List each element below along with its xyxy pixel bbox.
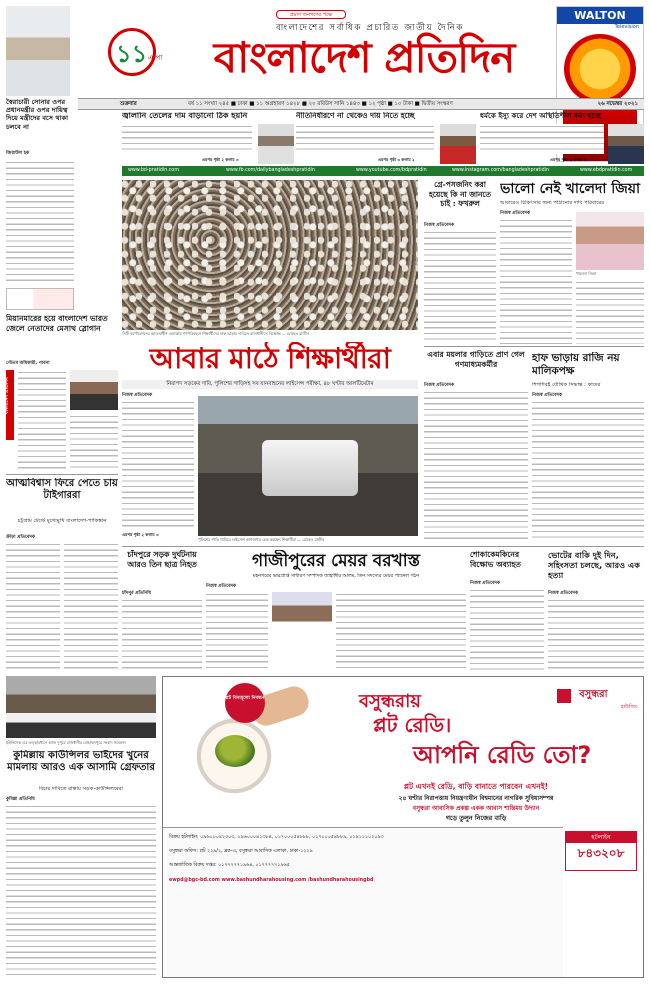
banner-story-2-jump[interactable]: এরপর পৃষ্ঠা ৩ কলাম ২ bbox=[378, 157, 415, 162]
ad-line3: আপনি রেডি তো? bbox=[413, 741, 592, 769]
mayor-byline: নিজস্ব প্রতিবেদক bbox=[206, 584, 237, 589]
ad-hotline-label: হটলাইন bbox=[566, 832, 636, 843]
main-jump[interactable]: এরপর পৃষ্ঠা ২ কলাম ৩ bbox=[122, 532, 159, 537]
ad-contact-box bbox=[163, 827, 563, 977]
kumilla-sub: বিচার দাবিতে রাস্তায় সড়ক-কাউন্সিলরেরা bbox=[38, 786, 124, 792]
banner-story-1-jump[interactable]: এরপর পৃষ্ঠা ২ কলাম ৩ bbox=[202, 157, 239, 162]
social-web[interactable]: www.bd-pratidin.com bbox=[128, 168, 180, 173]
worker-headline[interactable]: এবার ময়লার গাড়িতে প্রাণ গেল গণমাধ্যমকর্মীর bbox=[427, 350, 525, 369]
social-bar bbox=[122, 166, 644, 176]
ad-brand: বসুন্ধরা bbox=[579, 689, 608, 700]
banner-story-3-body bbox=[480, 124, 604, 154]
dateline-bar bbox=[78, 98, 644, 110]
left-story2-photo bbox=[70, 370, 118, 410]
banner-story-1-body bbox=[122, 124, 252, 154]
banner-story-3-jump[interactable]: এরপর পৃষ্ঠা ২ কলাম ৬ bbox=[550, 157, 587, 162]
anniversary-word: এ পা bbox=[148, 54, 163, 62]
banner-story-2-photo bbox=[440, 124, 476, 164]
mayor-headline[interactable]: গাজীপুরের মেয়র বরখাস্ত bbox=[252, 551, 420, 571]
anniversary-logo bbox=[108, 22, 172, 82]
social-facebook[interactable]: www.fb.com/dailybangladeshpratidin bbox=[226, 168, 315, 173]
anniversary-number: ১১ bbox=[116, 40, 148, 68]
ad-text1: প্লট এখনই রেডি, বাড়ি বানাতে পারবেন এখনই! bbox=[403, 782, 549, 791]
kumilla-headline[interactable]: কুমিল্লায় কাউন্সিলর ভাইদের খুনের মামলায় আরও এক আসামি গ্রেফতার bbox=[7, 750, 155, 773]
dateline-info: বর্ষ ১১ সংখ্যা ২৪৫ ■ ঢাকা ■ ১১ অগ্রহায়ণ ১৪২৮ ■ ২০ রবিউস সানি ১৪৪৩ ■ ১২ পৃষ্ঠা ■ ১০ টাকা ■ দ্বিতীয় সংস্করণ bbox=[188, 101, 453, 107]
banner-story-3[interactable] bbox=[480, 112, 644, 164]
mayor-body-b bbox=[336, 592, 466, 670]
walton-offer-graphic bbox=[564, 34, 636, 104]
ad-line2: প্লট রেডি। bbox=[373, 713, 452, 737]
walton-logo: WALTON bbox=[557, 7, 643, 24]
mourn-headline[interactable]: শোকাকেমকিনের বিক্ষোভ অব্যাহত bbox=[470, 550, 522, 569]
banner-story-1-photo bbox=[258, 124, 294, 164]
worker-body bbox=[424, 390, 528, 540]
main-byline: নিজস্ব প্রতিবেদক bbox=[122, 393, 153, 398]
left-story3-byline: ক্রীড়া প্রতিবেদক bbox=[6, 535, 35, 540]
walton-logo-sub: Television bbox=[614, 24, 639, 30]
columnist-photo bbox=[6, 6, 70, 96]
banner-story-2[interactable] bbox=[296, 112, 476, 164]
mayor-photo bbox=[272, 592, 332, 646]
police-photo-caption: পুলিশের গাড়ি থামিয়ে লাইসেন্স কাগজপত্র চেক করছেন শিক্ষার্থীরা — রোহেত রাজীব bbox=[198, 537, 325, 542]
masthead-tagline-top: প্রমাণ জনগণের পক্ষে bbox=[276, 10, 346, 19]
mayor-sub: মহনগরের ভারপ্রাপ্ত সাধারণ সম্পাদক জাহাঙ্গীর আলম, তিন সদস্যের মেয়র প্যানেল গঠন bbox=[252, 574, 420, 579]
halfpass-sub: শিগগিরই যৌথিক সিদ্ধান্ত : কাদের bbox=[532, 382, 601, 388]
khaleda-photo-caption: খালেদা জিয়া bbox=[576, 271, 597, 276]
khaleda-photo bbox=[576, 212, 644, 270]
banner-story-1[interactable] bbox=[122, 112, 294, 164]
banner-story-3-headline: ধর্মকে ইস্যু করে দেশ অস্থিতিশীল করা হচ্ছে bbox=[480, 112, 602, 120]
vote-body bbox=[548, 598, 644, 670]
khaleda-byline: নিজস্ব প্রতিবেদক bbox=[500, 211, 531, 216]
ad-brand-logo bbox=[557, 685, 637, 710]
dateline-day: শুক্রবার bbox=[120, 101, 137, 107]
quote-byline: নিজস্ব প্রতিবেদক bbox=[424, 223, 455, 228]
left-ad-strip[interactable] bbox=[6, 288, 74, 310]
ad-hotline-number: ৮৪৩২০৮ bbox=[577, 846, 625, 860]
ad-contact-4[interactable]: ewpd@bgc-bd.com www.bashundharahousing.com /bashundharahousingbd bbox=[169, 878, 374, 883]
vote-byline: নিজস্ব প্রতিবেদক bbox=[548, 591, 579, 596]
social-epaper[interactable]: www.ebdpratidin.com bbox=[580, 168, 633, 173]
mayor-body-a bbox=[206, 592, 268, 670]
halfpass-byline: নিজস্ব প্রতিবেদক bbox=[532, 393, 563, 398]
halfpass-headline[interactable]: হাফ ভাড়ায় রাজি নয় মালিকপক্ষ bbox=[532, 352, 620, 377]
left-story2-headline[interactable]: মিয়ানমারের হয়ে বাংলাদেশ ভারত জেলে নেতাদের মেসাথ স্লোগান bbox=[6, 314, 108, 333]
ad-brand-sub: হাউজিং bbox=[620, 704, 637, 710]
road-byline: চাঁদপুর প্রতিনিধি bbox=[122, 591, 151, 596]
ad-contact-2: বসুন্ধরা অফিস: প্লট ২২৯/২, ব্লক-এ, বসুন্ধরা আবাসিক এলাকা, ঢাকা-১২২৯ bbox=[169, 849, 313, 854]
left-top-body bbox=[6, 160, 74, 285]
side-tag-label: বাংলাদেশ প্রতিদিন bbox=[4, 377, 10, 414]
ad-hotline-box[interactable] bbox=[565, 831, 637, 871]
left-story3-body-2 bbox=[64, 542, 118, 670]
main-headline[interactable]: আবার মাঠে শিক্ষার্থীরা bbox=[149, 342, 391, 375]
worker-byline: নিজস্ব প্রতিবেদক bbox=[424, 383, 455, 388]
ad-text4: গড়ে তুলুন নিজের বাড়ি bbox=[445, 814, 507, 822]
ad-line1: বসুন্ধরায় bbox=[359, 691, 421, 712]
left-story2-body-a bbox=[18, 370, 66, 470]
left-story3-body bbox=[6, 542, 60, 670]
bashundhara-ad[interactable] bbox=[162, 676, 644, 978]
khaleda-headline[interactable]: ভালো নেই খালেদা জিয়া bbox=[500, 181, 641, 197]
kumilla-photo[interactable] bbox=[6, 676, 156, 738]
khaleda-body-a bbox=[500, 218, 572, 344]
kumilla-body bbox=[6, 804, 156, 978]
road-body bbox=[122, 598, 202, 670]
mourn-body bbox=[470, 588, 544, 670]
social-instagram[interactable]: www.instagram.com/bangladeshpratidin bbox=[452, 168, 550, 173]
ad-text3: বসুন্ধরা আবাসিক প্রকল্প একক আবাস শান্তিময় উদ্যান bbox=[412, 805, 540, 812]
quote-body bbox=[424, 230, 496, 342]
left-story2-byline: গৌতম অধিকারী, পাবনা bbox=[6, 361, 50, 366]
ad-badge-text: প্লট বিনামূল্যে নিবন্ধন bbox=[225, 696, 265, 701]
road-headline[interactable]: চাঁদপুরে সড়ক দুর্ঘটনায় আরও তিন ছাত্র নিহত bbox=[127, 550, 197, 569]
khaleda-sub: আবারেও চিকিৎসার জন্য পাঠানোর দাবি পরিবারের bbox=[500, 200, 605, 206]
ad-contact-3: আন্তর্জাতিক বিক্রয় দপ্তর: ০১৭৭৭৭৭১৯৬৪, ০১৭৭৭৭৭১৯৬৫ bbox=[169, 863, 290, 868]
kumilla-kicker: ইউনিসেক এর তত্ত্বাবধানে আজ দুপুরে রাজধানীর মোহাম্মদপুরে সংবাদ সম্মেলন bbox=[6, 740, 126, 745]
main-body-col1 bbox=[122, 400, 194, 530]
left-top-headline[interactable]: স্বৈরাচারী সোনার ওপর প্রধানমন্ত্রীর ওপর দায়িত্ব দিয়ে মন্ত্রীদের বসে থাকা চলবে না bbox=[6, 98, 69, 131]
dateline-date: ২৬ নভেম্বর ২০২১ bbox=[597, 101, 638, 107]
banner-story-2-headline: নীতিনির্ধারণে না থেকেও দায় নিতে হচ্ছে bbox=[296, 112, 415, 120]
kumilla-byline: কুমিল্লা প্রতিনিধি bbox=[6, 797, 35, 802]
protest-photo-caption: সিটি কর্পোরেশনের আওতাধীন এলাকায় গণপরিবহনে শিক্ষার্থীদের হাফ ভাড়ার দাবিতে রাজধানীতে বিক্ষোভ — রোহেত রাজীব bbox=[122, 331, 309, 336]
left-top-byline: জিয়াউল হক bbox=[6, 151, 30, 156]
vote-headline[interactable]: ভোটের বাকি দুই দিন, সহিংসতা চলছে, আরও এক হত্যা bbox=[548, 550, 640, 580]
ad-contact-1: বিক্রয় হটলাইন: ০৯৬০০০৪২৩০৩, ০৯৬০০০৪২৩৮৪, ০১৭০০০৫৪৮৮৮, ০১৭০০০৫৪৮৮৯, ০১৯১১১০২০৯৩ bbox=[169, 835, 384, 840]
banner-story-2-body bbox=[296, 124, 434, 154]
quote-headline[interactable]: গ্রে-পসজনিং করা হয়েছে কি না জানতে চাই : ফখরুল bbox=[429, 180, 491, 209]
ad-badge bbox=[225, 683, 265, 723]
banner-story-1-headline: জ্বালানি তেলের দাম বাড়ানো ঠিক হয়নি bbox=[122, 112, 248, 120]
left-story3-headline[interactable]: আত্মবিশ্বাস ফিরে পেতে চায় টাইগাররা bbox=[6, 478, 118, 501]
left-story3-sub: চট্টগ্রাম টেস্টে মুখোমুখি বাংলাদেশ-পাকিস্তান bbox=[17, 518, 107, 524]
ad-text2: ২৪ ঘণ্টার নিরাপত্তায় নিয়ন্ত্রণাধীন বিশ্বমানের নাগরিক সুবিধাসম্পন্ন bbox=[398, 795, 554, 802]
ad-logo-mark bbox=[557, 689, 571, 703]
police-vehicle bbox=[262, 440, 358, 496]
masthead-tagline: বাংলাদেশের সর্বাধিক প্রচারিত জাতীয় দৈনিক bbox=[276, 23, 464, 33]
mourn-byline: নিজস্ব প্রতিবেদক bbox=[470, 581, 501, 586]
masthead-title[interactable]: বাংলাদেশ প্রতিদিন bbox=[213, 33, 515, 82]
banner-story-3-photo bbox=[608, 124, 644, 164]
halfpass-body bbox=[532, 400, 644, 540]
khaleda-body-b bbox=[576, 280, 644, 344]
protest-photo[interactable] bbox=[122, 180, 418, 330]
main-deck: নিরাপদ সড়কের দাবি, পুলিশের গাড়িসহ সব যানবাহনের লাইসেন্স পরীক্ষা, ৪৮ ঘণ্টার আলটিমেটাম bbox=[122, 380, 418, 389]
social-youtube[interactable]: www.youtube.com/bdpratidin bbox=[356, 168, 427, 173]
left-story2-body-b bbox=[70, 414, 118, 470]
ad-cake-graphic bbox=[215, 735, 255, 767]
